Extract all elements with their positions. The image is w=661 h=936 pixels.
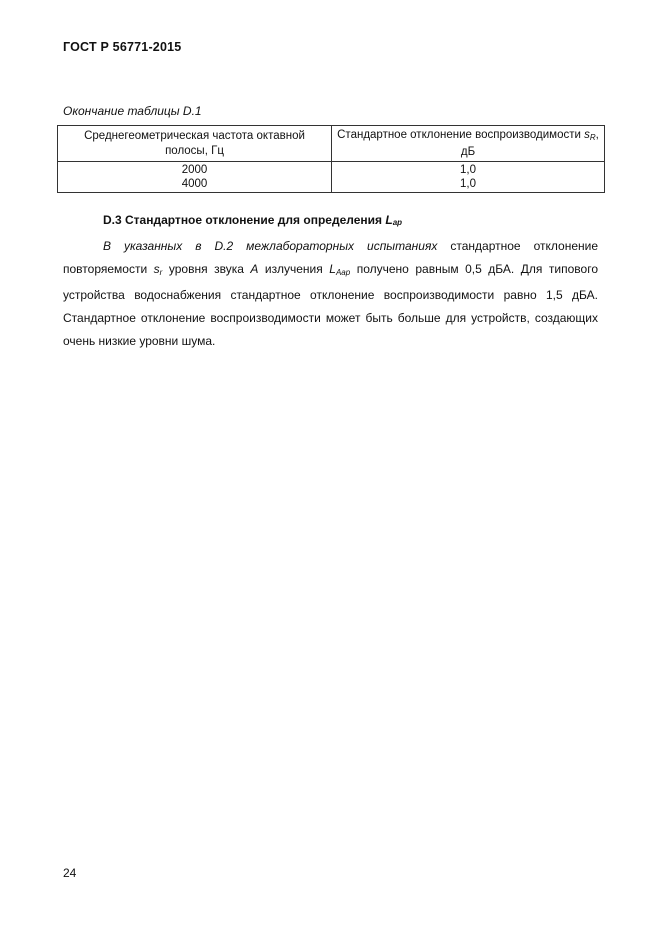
subscript-aap: Aap: [335, 268, 351, 277]
deviation-header-subscript: R: [589, 133, 596, 142]
paragraph-text-5: получено равным 0,5 дБА. Для типового устройства водоснабжения стандартное отклонение воспроизводимости равно 1,5 дБА. Стандартное отклонение воспроизводимости может быть больше для устройств, создающих очень низкие уровни шума.: [63, 262, 598, 348]
page-number: 24: [63, 866, 77, 880]
document-standard-id: ГОСТ Р 56771-2015: [63, 40, 182, 54]
paragraph-text-3: уровня звука: [162, 262, 251, 276]
deviation-header-prefix: Стандартное отклонение воспроизводимости: [337, 129, 585, 141]
deviation-cell: 1,0: [332, 177, 605, 193]
section-heading-symbol: L: [385, 213, 393, 227]
section-heading-text: D.3 Стандартное отклонение для определения: [103, 213, 386, 227]
table-caption: Окончание таблицы D.1: [63, 104, 202, 118]
section-heading-subscript: ap: [392, 218, 403, 227]
symbol-l: L: [329, 262, 336, 276]
frequency-cell: 2000: [58, 162, 332, 178]
section-heading: [103, 213, 402, 227]
deviation-header-suffix: , дБ: [460, 129, 599, 158]
table-row: [58, 177, 605, 193]
paragraph-text-4: излучения: [258, 262, 330, 276]
deviation-header-symbol: s: [584, 129, 590, 141]
symbol-s: s: [153, 262, 160, 276]
symbol-a: A: [250, 262, 259, 276]
table-header-row: [58, 126, 605, 162]
frequency-column-header: Среднегеометрическая частота октавной полосы, Гц: [58, 126, 332, 162]
table-row: [58, 162, 605, 178]
paragraph-intro: В указанных в D.2 межлабораторных испытаниях: [103, 239, 438, 253]
frequency-cell: 4000: [58, 177, 332, 193]
deviation-table: [57, 125, 605, 193]
deviation-cell: 1,0: [332, 162, 605, 178]
subscript-r: r: [159, 268, 163, 277]
deviation-column-header: [332, 126, 605, 162]
paragraph-text-2: стандартное отклонение повторяемости: [63, 239, 598, 276]
body-paragraph: [63, 235, 598, 353]
